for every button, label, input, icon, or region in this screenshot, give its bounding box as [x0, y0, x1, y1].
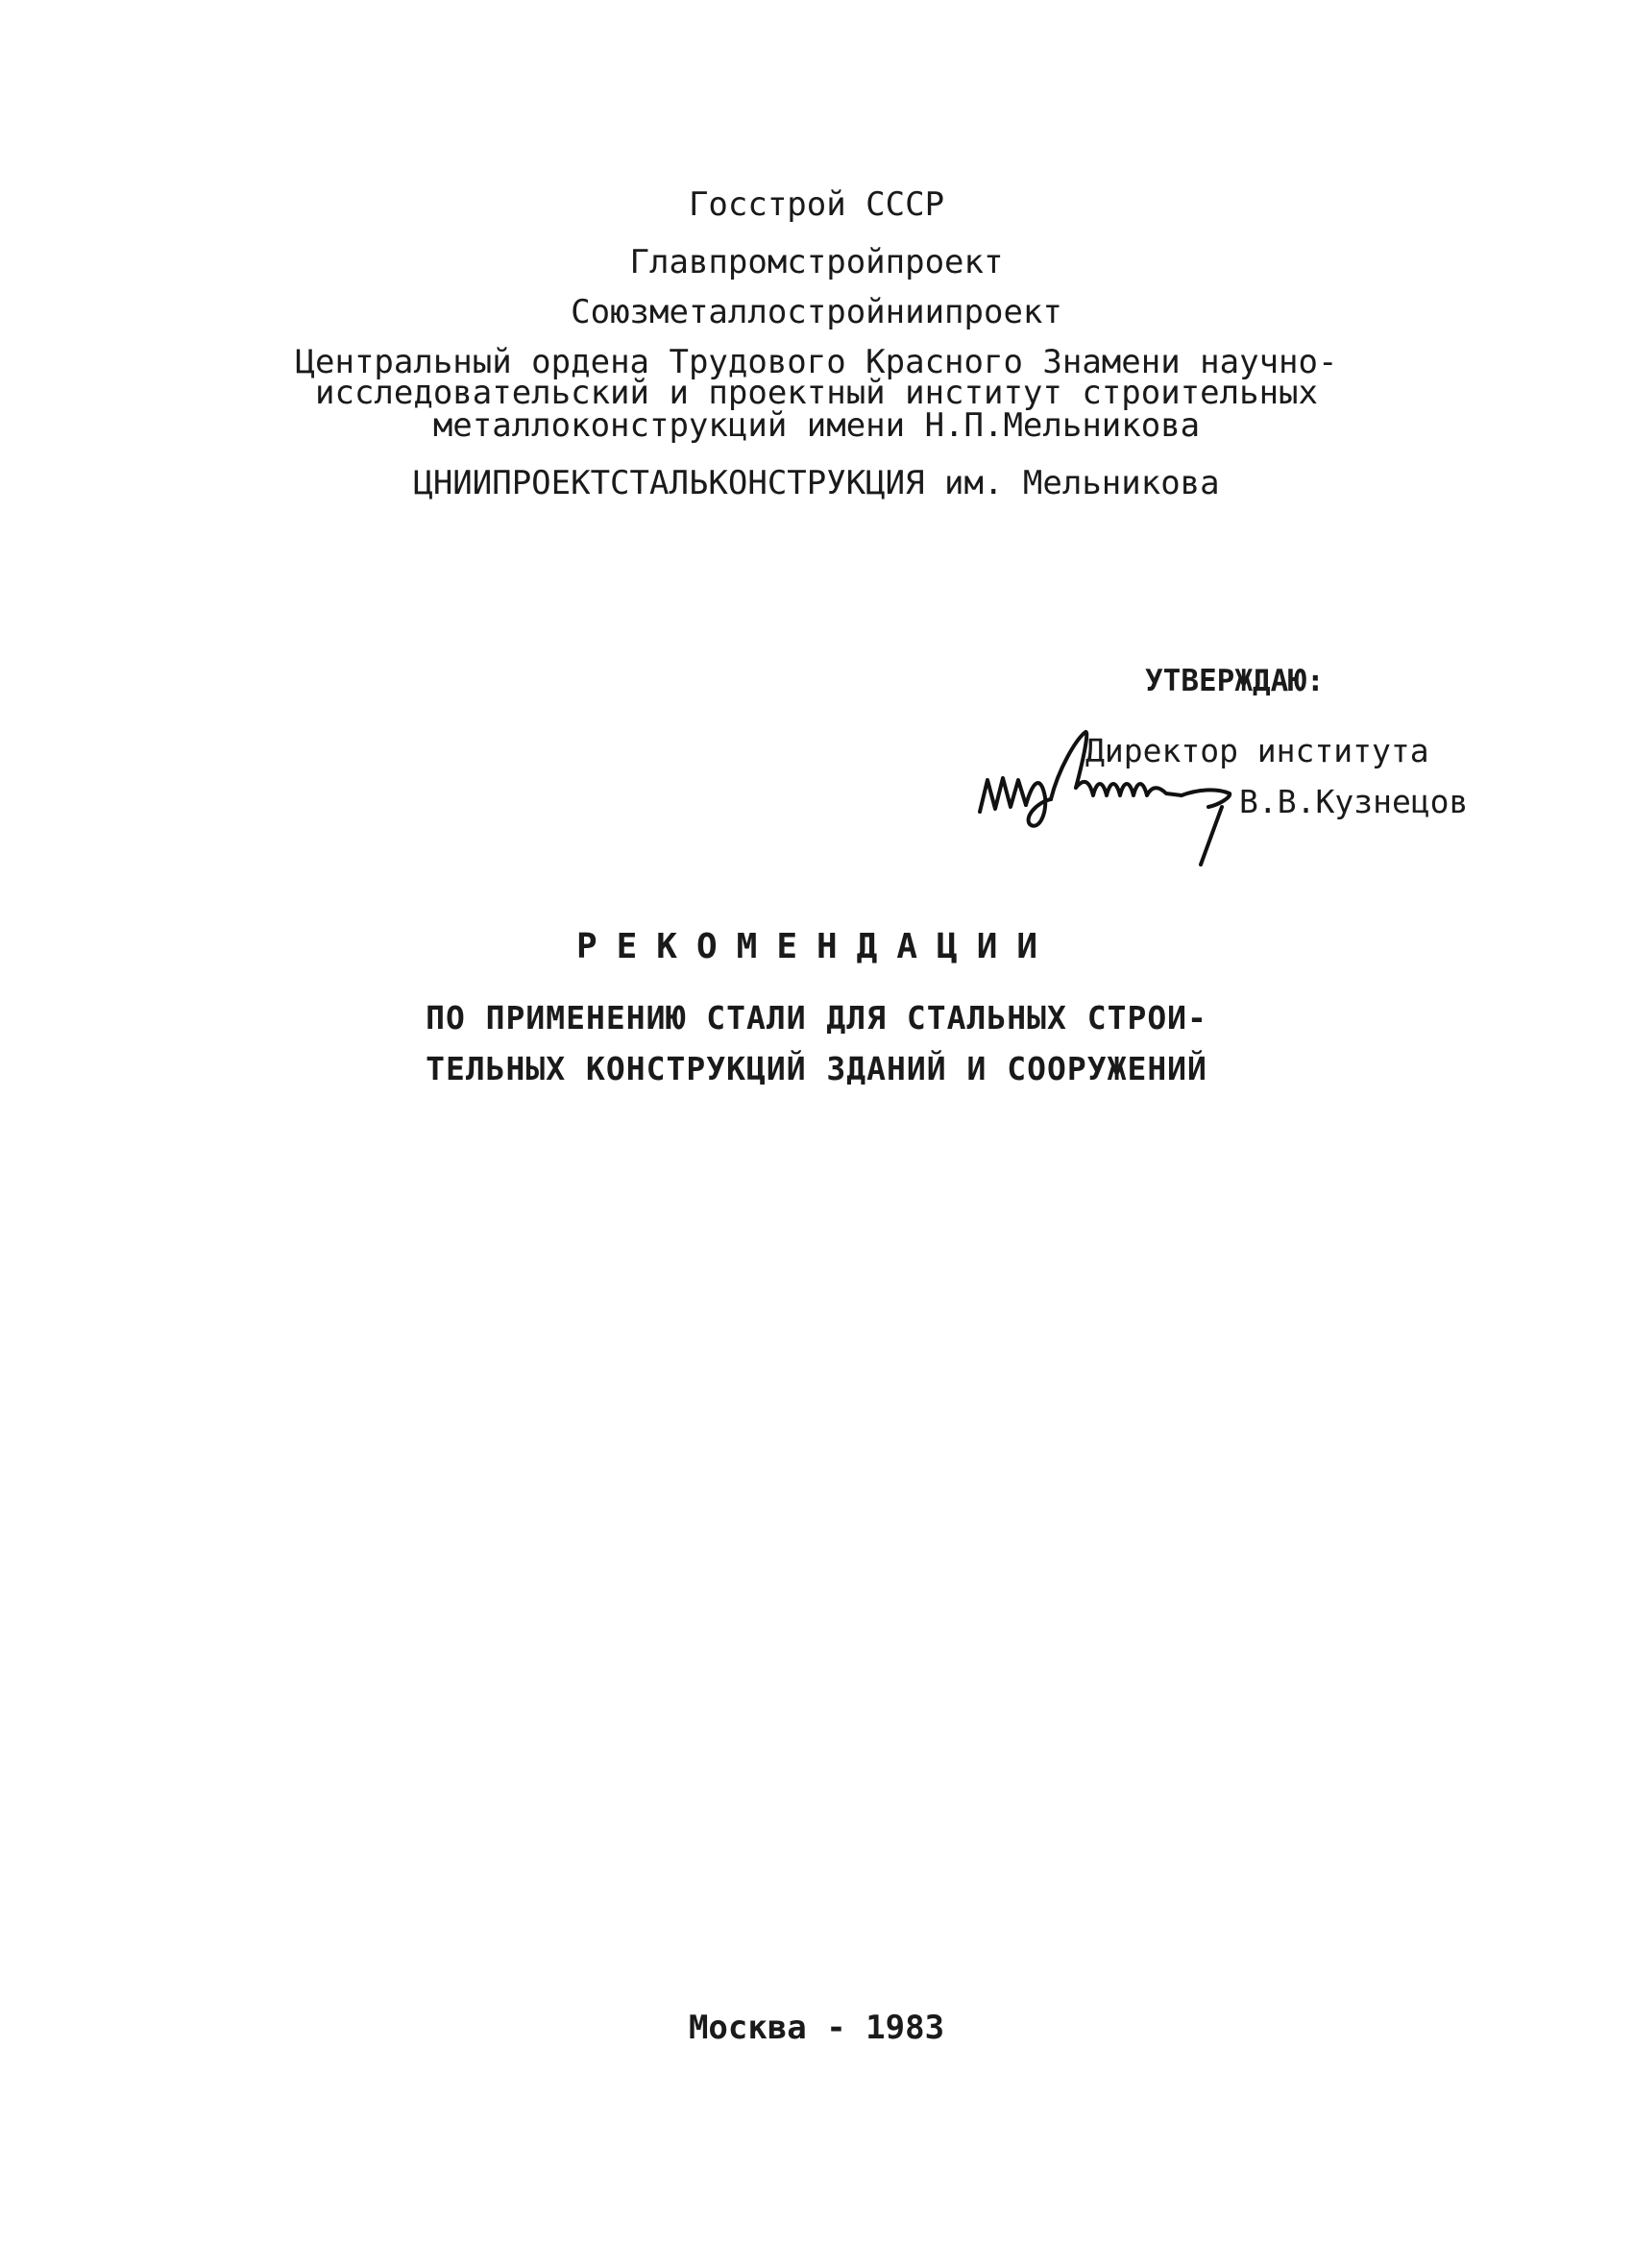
document-subtitle-line-2: ТЕЛЬНЫХ КОНСТРУКЦИЙ ЗДАНИЙ И СООРУЖЕНИЙ	[426, 1050, 1207, 1087]
place-and-year: Москва - 1983	[688, 2009, 945, 2047]
signature-image	[970, 720, 1287, 884]
approver-position: Директор института	[1085, 732, 1429, 769]
approver-name: В.В.Кузнецов	[1239, 783, 1469, 820]
institute-name-line-1: Центральный ордена Трудового Красного Знамени научно-	[295, 343, 1338, 381]
institute-name-line-3: металлоконструкций имени Н.П.Мельникова	[432, 406, 1201, 445]
org-soyuzmetallostroyniiproekt: Союзметаллостройниипроект	[571, 293, 1062, 331]
org-gosstroy: Госстрой СССР	[688, 185, 945, 224]
org-glavpromstroyproekt: Главпромстройпроект	[629, 243, 1004, 281]
institute-short-name: ЦНИИПРОЕКТСТАЛЬКОНСТРУКЦИЯ им. Мельникова	[413, 464, 1220, 502]
document-title: РЕКОМЕНДАЦИИ	[575, 927, 1058, 966]
approval-label: УТВЕРЖДАЮ:	[1145, 664, 1325, 698]
institute-name-line-2: исследовательский и проектный институт строительных	[315, 374, 1318, 412]
document-subtitle-line-1: ПО ПРИМЕНЕНИЮ СТАЛИ ДЛЯ СТАЛЬНЫХ СТРОИ-	[426, 999, 1207, 1036]
